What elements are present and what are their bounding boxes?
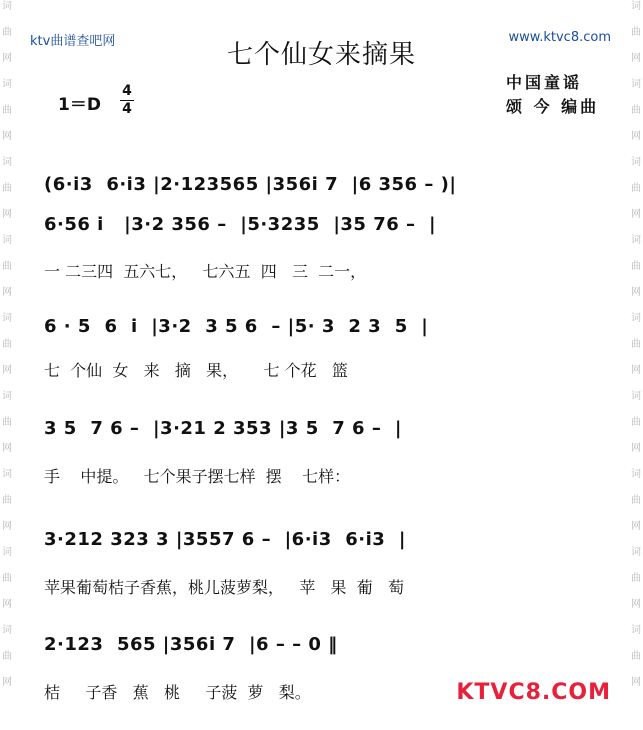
side-marks-right: 词 曲 网 词 曲 网 词 曲 网 词 曲 网 词 曲 网 词 曲 网 词 曲 网 词 曲 网 词 曲 网 <box>631 1 641 688</box>
site-url-right[interactable]: www.ktvc8.com <box>508 30 611 45</box>
key-signature: 1＝D <box>58 95 101 115</box>
song-title: 七个仙女来摘果 <box>226 40 416 70</box>
time-signature-top: 4 <box>122 83 132 99</box>
score-line-4: 3 5 7 6 – |3·21 2 353 |3 5 7 6 – | <box>44 418 402 439</box>
lyric-line-2: 一 二三四 五六七， 七六五 四 三 二一， <box>44 262 367 281</box>
lyric-line-5: 苹果葡萄桔子香蕉，桃儿菠萝梨， 苹 果 葡 萄 <box>44 578 404 597</box>
score-line-6: 2·123 565 |356i 7 |6 – – 0 ‖ <box>44 634 338 655</box>
credit-arranger: 颂 今 编曲 <box>506 97 600 116</box>
score-line-5: 3·212 323 3 |3557 6 – |6·i3 6·i3 | <box>44 529 406 550</box>
score-line-2: 6·56 i |3·2 356 – |5·3235 |35 76 – | <box>44 214 437 235</box>
credit-origin: 中国童谣 <box>506 73 583 92</box>
site-name-left: ktv曲谱查吧网 <box>30 34 116 49</box>
time-signature-bottom: 4 <box>122 101 132 117</box>
lyric-line-4: 手 中提。 七个果子摆七样 摆 七样： <box>44 467 351 486</box>
time-signature <box>120 84 134 117</box>
score-line-1: (6·i3 6·i3 |2·123565 |356i 7 |6 356 – )| <box>44 174 457 195</box>
side-marks-left: 词 曲 网 词 曲 网 词 曲 网 词 曲 网 词 曲 网 词 曲 网 词 曲 网 词 曲 网 词 曲 网 <box>2 1 12 688</box>
watermark-logo: KTVC8.COM <box>456 680 611 705</box>
lyric-line-6: 桔 子香 蕉 桃 子菠 萝 梨。 <box>44 683 311 702</box>
lyric-line-3: 七 个仙 女 来 摘 果， 七 个花 篮 <box>44 361 348 380</box>
score-line-3: 6 · 5 6 i |3·2 3 5 6 – |5· 3 2 3 5 | <box>44 316 429 337</box>
